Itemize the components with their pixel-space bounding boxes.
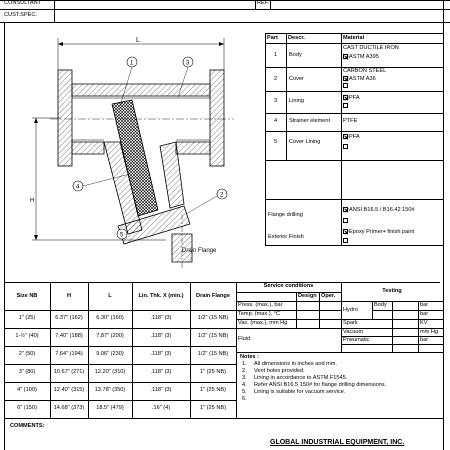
unit-bar: bar bbox=[420, 311, 429, 317]
exterior-finish-option: Epoxy Primer+ finish paint bbox=[343, 229, 414, 236]
table-cell: 6.37" (162) bbox=[55, 315, 83, 321]
dim-H-label: H bbox=[30, 198, 35, 204]
exterior-finish-option bbox=[343, 238, 349, 245]
cust-spec-label: CUST.SPEC. bbox=[4, 12, 37, 18]
note-text: Lining in accordance to ASTM F1545. bbox=[254, 375, 348, 381]
material-line: CAST DUCTILE IRON bbox=[343, 45, 399, 51]
vacuum-label: Vacuum bbox=[343, 329, 364, 335]
frame-left bbox=[4, 22, 5, 450]
checkbox-empty[interactable] bbox=[343, 144, 348, 149]
material-line: PTFE bbox=[343, 118, 358, 124]
rule bbox=[0, 9, 450, 10]
note-text: Vent holes provided. bbox=[254, 368, 305, 374]
rule bbox=[190, 282, 191, 418]
part-number: 5 bbox=[274, 139, 278, 145]
checkbox-empty[interactable] bbox=[343, 83, 348, 88]
table-cell: 1" (25 NB) bbox=[200, 369, 226, 375]
col-size: Size NB bbox=[16, 293, 38, 299]
table-cell: 9.06" (230) bbox=[96, 351, 124, 357]
material-option bbox=[343, 83, 349, 90]
table-cell: 13.78" (350) bbox=[94, 387, 126, 393]
rule bbox=[4, 282, 440, 283]
rule bbox=[132, 282, 133, 418]
table-cell: 4" (100) bbox=[17, 387, 37, 393]
note-number: 4. bbox=[242, 382, 247, 388]
table-cell: 7.64" (194) bbox=[55, 351, 83, 357]
table-cell: .118" (3) bbox=[150, 333, 172, 339]
table-cell: 6.30" (160) bbox=[96, 315, 124, 321]
table-cell: 2" (50) bbox=[18, 351, 36, 357]
checkbox-checked[interactable] bbox=[343, 54, 348, 59]
rule bbox=[319, 292, 320, 328]
flange-drilling-label: Flange drilling bbox=[268, 212, 303, 218]
design-label: Design bbox=[298, 293, 317, 299]
part-descr: Body bbox=[289, 52, 302, 58]
rule bbox=[4, 328, 236, 329]
checkbox-checked[interactable] bbox=[343, 207, 348, 212]
rule bbox=[341, 33, 342, 245]
flange-drilling-option bbox=[343, 218, 349, 225]
rule bbox=[265, 91, 443, 92]
rule bbox=[236, 328, 341, 329]
rule bbox=[0, 0, 450, 1]
dim-L-label: L bbox=[136, 37, 140, 44]
rule bbox=[4, 346, 236, 347]
table-cell: 7.87" (200) bbox=[96, 333, 124, 339]
table-cell: 10.67" (271) bbox=[53, 369, 85, 375]
frame-right bbox=[443, 22, 444, 450]
balloon-5: 5 bbox=[120, 232, 124, 239]
table-cell: .118" (3) bbox=[150, 387, 172, 393]
part-descr: Strainer element bbox=[289, 118, 331, 124]
table-cell: 14.68" (373) bbox=[53, 405, 85, 411]
unit-bar: bar bbox=[420, 302, 429, 308]
unit-bar: bar bbox=[420, 337, 429, 343]
note-text: Refer ANSI B16.5 150# for flange drilling dimensions. bbox=[254, 382, 387, 388]
table-cell: .16" (4) bbox=[151, 405, 171, 411]
note-number: 6. bbox=[242, 396, 247, 402]
rule bbox=[265, 199, 443, 200]
unit-kv: KV bbox=[420, 320, 428, 326]
comments-label: COMMENTS: bbox=[10, 423, 45, 429]
col-l: L bbox=[108, 293, 112, 299]
material-line: CARBON STEEL bbox=[343, 68, 387, 74]
rule bbox=[236, 352, 443, 353]
rule bbox=[372, 310, 443, 311]
rule bbox=[418, 301, 419, 352]
table-cell: 1" (25 NB) bbox=[200, 405, 226, 411]
balloon-4: 4 bbox=[76, 184, 80, 191]
part-descr: Cover Lining bbox=[289, 139, 321, 145]
strainer-drawing bbox=[8, 34, 260, 274]
col-h: H bbox=[66, 293, 72, 299]
note-number: 2. bbox=[242, 368, 247, 374]
part-descr: Cover bbox=[289, 76, 304, 82]
flange-drilling-option: ANSI B16.5 / B16.42 150# bbox=[343, 207, 415, 214]
unit-mmhg: mm Hg bbox=[420, 329, 439, 335]
part-number: 2 bbox=[274, 76, 278, 82]
col-material: Material bbox=[343, 35, 365, 41]
pneumatic-label: Pneumatic bbox=[343, 337, 370, 343]
col-part: Part bbox=[267, 35, 278, 41]
material-option: PFA bbox=[343, 134, 360, 141]
rule bbox=[255, 0, 256, 9]
checkbox-empty[interactable] bbox=[343, 218, 348, 223]
material-option bbox=[343, 144, 349, 151]
balloon-3: 3 bbox=[186, 60, 190, 67]
part-number: 1 bbox=[274, 52, 278, 58]
material-option bbox=[343, 103, 349, 110]
checkbox-checked[interactable] bbox=[343, 134, 348, 139]
table-cell: 1/2" (15 NB) bbox=[197, 333, 229, 339]
exterior-finish-label: Exterior Finish bbox=[268, 234, 304, 240]
checkbox-checked[interactable] bbox=[343, 229, 348, 234]
rule bbox=[0, 22, 450, 23]
oper-label: Oper. bbox=[321, 293, 336, 299]
ref-label: REF. bbox=[257, 0, 270, 6]
note-text: Lining is suitable for vacuum service. bbox=[254, 389, 346, 395]
rule bbox=[270, 0, 271, 9]
rule bbox=[4, 382, 236, 383]
rule bbox=[4, 400, 236, 401]
body-label: Body bbox=[374, 302, 387, 308]
rule bbox=[443, 0, 444, 22]
note-number: 1. bbox=[242, 361, 247, 367]
rule bbox=[265, 43, 443, 44]
temperature-label: Temp. (max.), °C bbox=[238, 311, 281, 317]
rule bbox=[265, 33, 443, 34]
material-option: PFA bbox=[343, 95, 360, 102]
rule bbox=[4, 310, 236, 311]
table-cell: 1/2" (15 NB) bbox=[197, 351, 229, 357]
pressure-label: Press. (max.), bar bbox=[238, 302, 283, 308]
rule bbox=[296, 292, 297, 328]
rule bbox=[392, 301, 393, 352]
table-cell: 7.40" (188) bbox=[55, 333, 83, 339]
table-cell: 12.40" (315) bbox=[53, 387, 85, 393]
rule bbox=[88, 282, 89, 418]
table-cell: 6" (150) bbox=[17, 405, 37, 411]
fluid-label: Fluid bbox=[238, 336, 251, 342]
service-conditions-title: Service conditions bbox=[263, 283, 314, 289]
note-number: 3. bbox=[242, 375, 247, 381]
spark-label: Spark bbox=[343, 320, 358, 326]
rule bbox=[372, 301, 373, 319]
balloon-1: 1 bbox=[130, 60, 134, 67]
rule bbox=[265, 245, 443, 246]
checkbox-checked[interactable] bbox=[343, 76, 348, 81]
rule bbox=[50, 282, 51, 418]
testing-title: Testing bbox=[382, 288, 402, 294]
table-cell: .118" (3) bbox=[150, 369, 172, 375]
rule bbox=[265, 131, 443, 132]
hydro-label: Hydro bbox=[343, 307, 358, 313]
checkbox-checked[interactable] bbox=[343, 95, 348, 100]
material-option: ASTM A36 bbox=[343, 76, 376, 83]
table-cell: 1-½" (40) bbox=[15, 333, 39, 339]
table-cell: .118" (3) bbox=[150, 351, 172, 357]
table-cell: 1" (25 NB) bbox=[200, 387, 226, 393]
rule bbox=[4, 418, 443, 419]
part-number: 4 bbox=[274, 118, 278, 124]
vacuum-rating-label: Vac. (max.), mm Hg bbox=[238, 320, 288, 326]
table-cell: 12.20" (310) bbox=[94, 369, 126, 375]
rule bbox=[265, 160, 443, 161]
notes-title: Notes : bbox=[240, 354, 259, 360]
note-text: All dimensions in inches and mm. bbox=[254, 361, 338, 367]
col-descr: Descr. bbox=[288, 35, 305, 41]
table-cell: 1" (25) bbox=[18, 315, 36, 321]
rule bbox=[54, 0, 55, 22]
table-cell: 1/2" (15 NB) bbox=[197, 315, 229, 321]
checkbox-empty[interactable] bbox=[343, 238, 348, 243]
col-lining-thickness: Lin. Thk. X (min.) bbox=[138, 293, 184, 299]
rule bbox=[265, 33, 266, 245]
drain-flange-caption: Drain Flange bbox=[182, 248, 217, 254]
rule bbox=[286, 33, 287, 160]
note-number: 5. bbox=[242, 389, 247, 395]
table-cell: .118" (3) bbox=[150, 315, 172, 321]
balloon-2: 2 bbox=[220, 192, 224, 199]
rule bbox=[236, 282, 237, 418]
consultant-label: CONSULTANT bbox=[4, 0, 42, 6]
checkbox-empty[interactable] bbox=[343, 103, 348, 108]
rule bbox=[4, 364, 236, 365]
rule bbox=[265, 113, 443, 114]
part-descr: Lining bbox=[289, 98, 304, 104]
col-drain-flange: Drain Flange bbox=[196, 293, 230, 299]
table-cell: 3" (80) bbox=[18, 369, 36, 375]
part-number: 3 bbox=[274, 98, 278, 104]
company-name: GLOBAL INDUSTRIAL EQUIPMENT, INC. bbox=[270, 439, 405, 446]
material-option: ASTM A395 bbox=[343, 54, 379, 61]
table-cell: 18.5" (479) bbox=[96, 405, 124, 411]
